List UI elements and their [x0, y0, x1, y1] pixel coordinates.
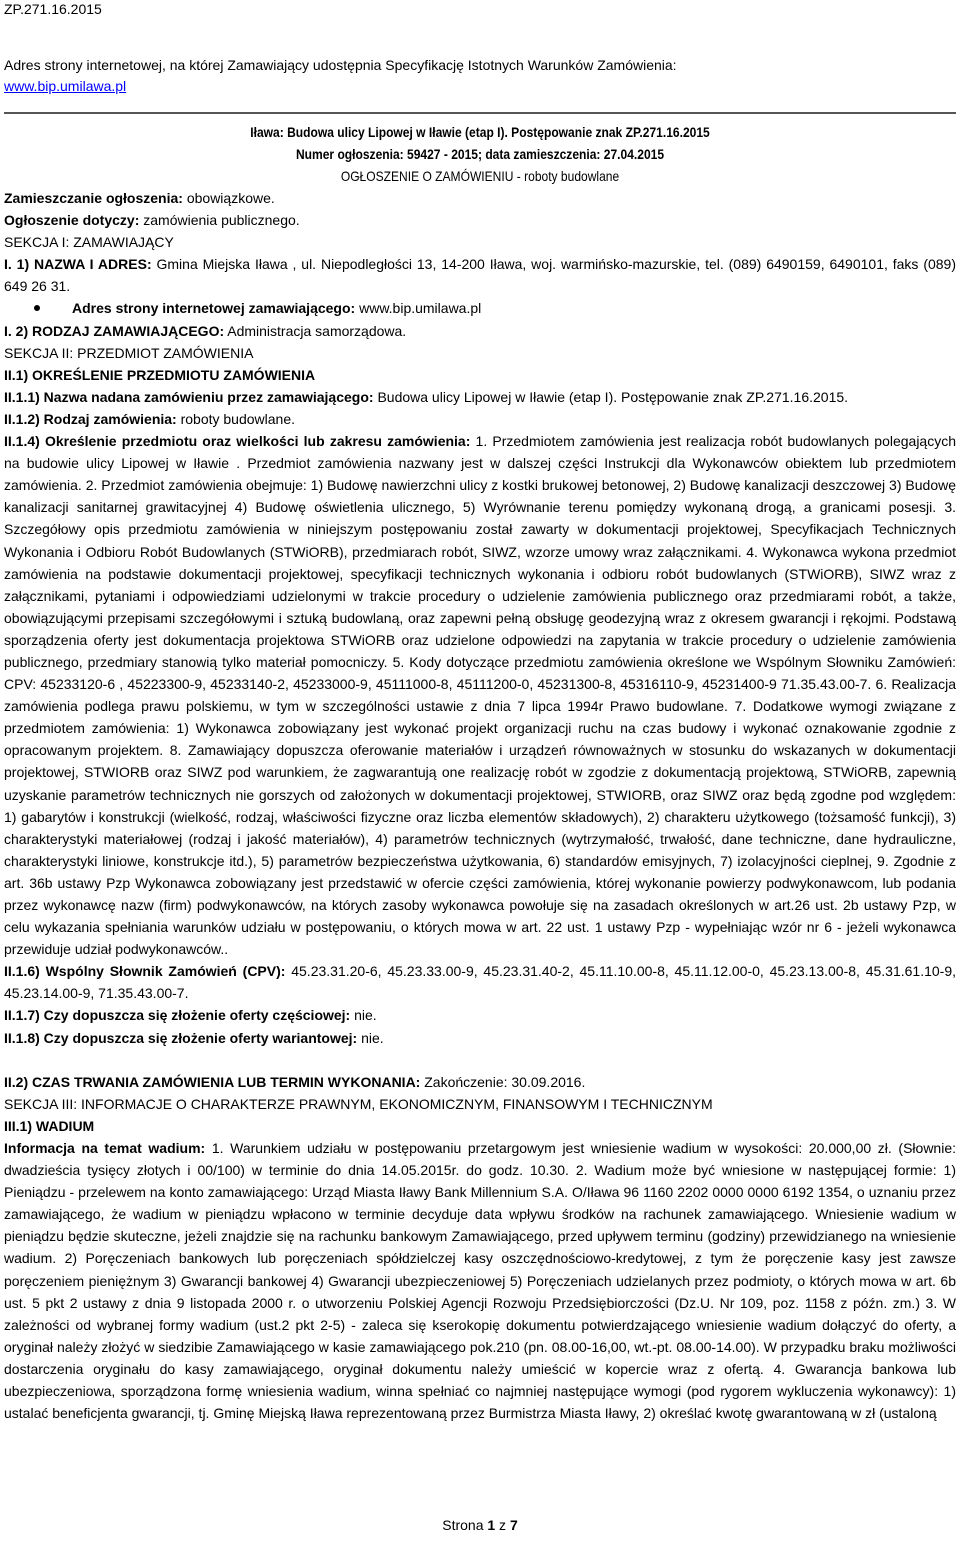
concerns-row [4, 209, 956, 231]
website-row [4, 297, 956, 319]
publication-row [4, 187, 956, 209]
field-value: Budowa ulicy Lipowej w Iławie (etap I). Postępowanie znak ZP.271.16.2015. [373, 388, 849, 405]
notice-number: Numer ogłoszenia: 59427 - 2015; data zamieszczenia: 27.04.2015 [295, 146, 665, 162]
field-value: nie. [350, 1007, 377, 1024]
field-value: Administracja samorządowa. [224, 322, 407, 339]
scope-row [4, 430, 956, 960]
field-label: Informacja na temat wadium: [4, 1139, 206, 1156]
notice-heading [0, 121, 960, 187]
section-heading: SEKCJA I: ZAMAWIAJĄCY [4, 234, 174, 251]
address-row [4, 253, 956, 297]
authority-type-row [4, 320, 956, 342]
page-current: 1 [487, 1517, 496, 1533]
variant-offer-row [4, 1027, 956, 1049]
horizontal-rule [4, 112, 956, 114]
doc-reference: ZP.271.16.2015 [4, 1, 102, 17]
spacer [4, 1049, 956, 1071]
subsection-heading: II.1) OKREŚLENIE PRZEDMIOTU ZAMÓWIENIA [4, 366, 316, 383]
notice-type: OGŁOSZENIE O ZAMÓWIENIU - roboty budowlane [340, 168, 620, 184]
field-value: Zakończenie: 30.09.2016. [420, 1073, 586, 1090]
deposit-row [4, 1137, 956, 1424]
field-label: Ogłoszenie dotyczy: [4, 212, 140, 229]
cpv-row [4, 960, 956, 1004]
field-label: II.1.4) Określenie przedmiotu oraz wielkości lub zakresu zamówienia: [4, 433, 471, 450]
field-value: obowiązkowe. [182, 190, 275, 206]
field-value: roboty budowlane. [176, 410, 296, 427]
field-value: 45.23.31.20-6, 45.23.33.00-9, 45.23.31.40-2, 45.11.10.00-8, 45.11.12.00-0, 45.23.13.00-8, 45.31.61.10-9, 45.23.14.00-9, 71.35.43.00-7. [4, 963, 956, 1002]
section-heading: SEKCJA II: PRZEDMIOT ZAMÓWIENIA [4, 344, 254, 361]
notice-title: Iława: Budowa ulicy Lipowej w Iławie (etap I). Postępowanie znak ZP.271.16.2015 [250, 124, 710, 140]
page-sep: z [495, 1517, 510, 1533]
field-label: I. 1) NAZWA I ADRES: [4, 256, 152, 273]
notice-body [4, 187, 956, 1424]
field-label: II.1.8) Czy dopuszcza się złożenie oferty wariantowej: [4, 1029, 358, 1046]
page-footer [0, 1517, 960, 1533]
field-label: II.1.7) Czy dopuszcza się złożenie oferty częściowej: [4, 1007, 351, 1024]
field-label: Zamieszczanie ogłoszenia: [4, 190, 183, 206]
field-label: II.2) CZAS TRWANIA ZAMÓWIENIA LUB TERMIN WYKONANIA: [4, 1073, 421, 1090]
field-value: zamówienia publicznego. [139, 212, 300, 229]
intro-block [4, 55, 944, 97]
field-label: II.1.1) Nazwa nadana zamówieniu przez zamawiającego: [4, 388, 374, 405]
contract-type-row [4, 408, 956, 430]
field-value: 1. Przedmiotem zamówienia jest realizacja robót budowlanych polegających na budowie ulicy Lipowej w Iławie . Przedmiot zamówienia nazwany jest w dalszej części Instrukcji dla Wykonawców obiektem lub przedmiotem zamówienia. 2. Przedmiot zamówienia obejmuje: 1) Budowę nawierzchni ulicy z kostki brukowej betonowej, 2) Budowę kanalizacji deszczowej 3) Budowę kanalizacji sanitarnej grawitacyjnej 4) Budowę oświetlenia ulicznego, 5) Wyrównanie terenu pomiędzy wykonaną drogą, a granicami posesji. 3. Szczegółowy opis przedmiotu zamówienia w niniejszym postępowaniu został zawarty w dokumentacji projektowej, Specyfikacjach Technicznych Wykonania i Odbioru Robót Budowlanych (STWiORB), przedmiarach robót, SIWZ, wzorze umowy wraz załącznikami. 4. Wykonawca wykona przedmiot zamówienia na podstawie dokumentacji projektowej, specyfikacji technicznych wykonania i odbioru robót budowlanych (STWiORB), SIWZ wraz z załącznikami, pytaniami i odpowiedziami udzielonymi w trakcie procedury o udzielenie zamówienia publicznego oraz przedmiarami robót, a także, obowiązującymi przepisami szczegółowymi i sztuką budowlaną, oraz zapewni pełną obsługę geodezyjną wraz z okresem gwarancji i rękojmi. Podstawą sporządzenia oferty jest dokumentacja projektowa STWiORB oraz udzielone odpowiedzi na zapytania w trakcie procedury o udzielenie zamówienia publicznego, przedmiary stanowią tylko materiał pomocniczy. 5. Kody dotyczące przedmiotu zamówienia określone we Wspólnym Słowniku Zamówień: CPV: 45233120-6 , 45223300-9, 45233140-2, 45233000-9, 45111000-8, 45111200-0, 45231300-8, 45316110-9, 45231400-9 71.35.43.00-7. 6. Realizacja zamówienia podlega prawu polskiemu, w tym w szczególności ustawie z dnia 7 lipca 1994r Prawo budowlane. 7. Dodatkowe wymogi związane z przedmiotem zamówienia: 1) Wykonawca zobowiązany jest wykonać projekt organizacji ruchu na czas budowy i wykonać oznakowanie zgodnie z opracowanym projektem. 8. Zamawiający dopuszcza oferowanie materiałów i urządzeń równoważnych w stosunku do wskazanych w dokumentacji projektowej, STWIORB oraz SIWZ pod warunkiem, że zagwarantują one realizację robót w zgodzie z dokumentacją projektową, STWiORB, zapewnią uzyskanie parametrów technicznych nie gorszych od założonych w dokumentacji projektowej, STWIORB, oraz SIWZ oraz będą zgodne pod względem: 1) gabarytów i konstrukcji (wielkość, rodzaj, właściwości fizyczne oraz liczba elementów składowych), 2) charakteru użytkowego (tożsamość funkcji), 3) charakterystyki materiałowej (rodzaj i jakość materiałów), 4) parametrów technicznych (wytrzymałość, trwałość, dane techniczne, dane hydrauliczne, charakterystyki liniowe, konstrukcje itd.), 5) parametrów bezpieczeństwa użytkowania, 6) standardów emisyjnych, 7) izolacyjności cieplnej, 9. Zgodnie z art. 36b ustawy Pzp Wykonawca zobowiązany jest przedstawić w ofercie części zamówienia, której wykonanie powierzy podwykonawcom, lub podania przez wykonawcę nazw (firm) podwykonawców, na których zasoby wykonawca powołuje się na zasadach określonych w art.26 ust. 2b ustawy Pzp, w celu wykazania spełniania warunków udziału w postępowaniu, o których mowa w art. 22 ust. 1 ustawy Pzp - wypełniając wzór nr 6 - jeżeli wykonawca przewiduje udział podwykonawców.. [4, 433, 957, 958]
section-heading: SEKCJA III: INFORMACJE O CHARAKTERZE PRAWNYM, EKONOMICZNYM, FINANSOWYM I TECHNICZNYM [4, 1095, 713, 1112]
intro-link[interactable]: www.bip.umilawa.pl [4, 78, 127, 94]
intro-text: Adres strony internetowej, na której Zamawiający udostępnia Specyfikację Istotnych Warunków Zamówienia: [4, 57, 677, 73]
field-label: I. 2) RODZAJ ZAMAWIAJĄCEGO: [4, 322, 225, 339]
field-label: II.1.6) Wspólny Słownik Zamówień (CPV): [4, 963, 286, 980]
subsection-heading: III.1) WADIUM [4, 1117, 95, 1134]
field-label: Adres strony internetowej zamawiającego: [72, 300, 356, 317]
page-total: 7 [509, 1517, 518, 1533]
field-value: 1. Warunkiem udziału w postępowaniu przetargowym jest wniesienie wadium w wysokości: 20.000,00 zł. (Słownie: dwadzieścia tysięcy złotych i 00/100) w terminie do dnia 14.05.2015r. do godz. 10.30. 2. Wadium może być wniesione w następującej formie: 1) Pieniądzu - przelewem na konto zamawiającego: Urząd Miasta Iławy Bank Millennium S.A. O/Iława 96 1160 2202 0000 0000 6192 1354, o uznaniu przez zamawiającego, że wadium w pieniądzu wpłacono w terminie decyduje data wpływu środków na rachunek zamawiającego. Wniesienie wadium w pieniądzu będzie skuteczne, jeżeli znajdzie się na rachunku bankowym Zamawiającego, przed upływem terminu (godziny) przewidzianego na wniesienie wadium. 2) Poręczeniach bankowych lub poręczeniach spółdzielczej kasy oszczędnościowo-kredytowej, z tym że poręczenie kasy jest zawsze poręczeniem pieniężnym 3) Gwarancji bankowej 4) Gwarancji ubezpieczeniowej 5) Poręczeniach udzielanych przez podmioty, o których mowa w art. 6b ust. 5 pkt 2 ustawy z dnia 9 listopada 2000 r. o utworzeniu Polskiej Agencji Rozwoju Przedsiębiorczości (Dz.U. Nr 109, poz. 1158 z późn. zm.) 3. W zależności od wybranej formy wadium (ust.2 pkt 2-5) - zaleca się kserokopię dokumentu potwierdzającego wniesienie wadium dołączyć do oferty, a oryginał należy złożyć w siedzibie Zamawiającego w kasie zamawiającego pok.210 (pn. 08.00-16,00, wt.-pt. 08.00-14.00). W przypadku braku możliwości dostarczenia oryginału do kasy zamawiającego, oryginał dokumentu należy umieścić w kopercie wraz z ofertą. 4. Gwarancja bankowa lub ubezpieczeniowa, sporządzona formę wniesienia wadium, winna spełniać co najmniej następujące wymogi (pod rygorem wykluczenia wykonawcy): 1) ustalać beneficjenta gwarancji, tj. Gminę Miejską Iława reprezentowaną przez Burmistrza Miasta Iławy, 2) określać kwotę gwarantowaną w zł (ustaloną [4, 1139, 957, 1422]
page-label: Strona [442, 1517, 488, 1533]
contract-name-row [4, 386, 956, 408]
field-value: Gmina Miejska Iława , ul. Niepodległości 13, 14-200 Iława, woj. warmińsko-mazurskie, tel. (089) 6490159, 6490101, faks (089) 649 26 31. [4, 256, 956, 295]
duration-row [4, 1071, 956, 1093]
field-value: www.bip.umilawa.pl [355, 300, 482, 317]
field-value: nie. [357, 1029, 384, 1046]
partial-offer-row [4, 1004, 956, 1026]
field-label: II.1.2) Rodzaj zamówienia: [4, 410, 177, 427]
